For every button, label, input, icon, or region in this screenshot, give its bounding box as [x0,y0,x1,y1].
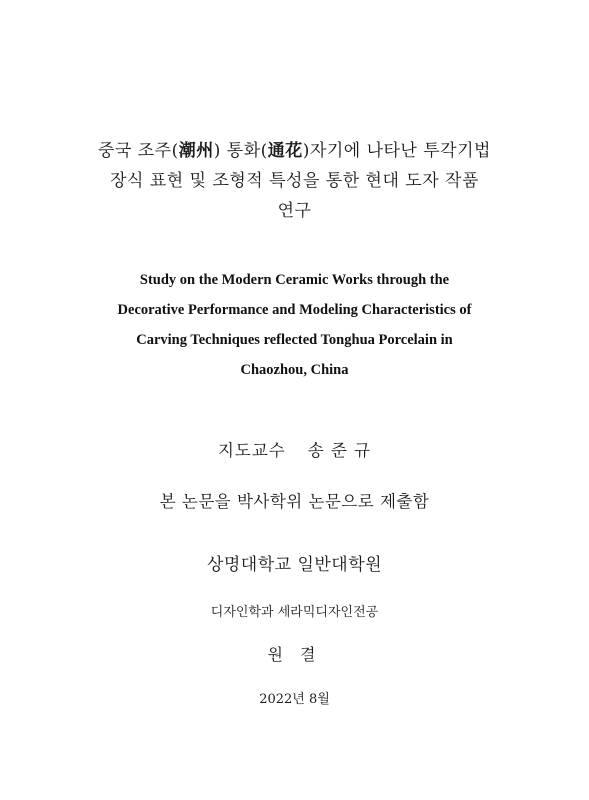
english-title-line-4: Chaozhou, China [240,362,349,378]
korean-title [0,136,589,226]
korean-title-line-3: 연구 [277,201,312,221]
university-name: 상명대학교 일반대학원 [206,555,383,575]
advisor-line [0,437,589,461]
hanja-chaozhou: 潮州 [178,141,214,161]
advisor-label: 지도교수 [217,441,286,460]
submission-statement: 본 논문을 박사학위 논문으로 제출함 [159,492,430,511]
author-name: 원 결 [267,645,322,664]
advisor-name: 송 준 규 [307,441,372,460]
english-title-line-2: Decorative Performance and Modeling Characteristics of [117,302,472,318]
english-title-line-1: Study on the Modern Ceramic Works through the [139,272,450,288]
hanja-tonghua: 通花 [267,141,303,161]
english-title [0,265,589,385]
korean-title-line-1: 중국 조주(潮州) 통화(通花)자기에 나타난 투각기법 [98,141,491,161]
english-title-line-3: Carving Techniques reflected Tonghua Porcelain in [136,332,453,348]
submission-date: 2022년 8월 [259,692,330,707]
korean-title-line-2: 장식 표현 및 조형적 특성을 통한 현대 도자 작품 [110,171,479,191]
department-name: 디자인학과 세라믹디자인전공 [210,605,379,620]
